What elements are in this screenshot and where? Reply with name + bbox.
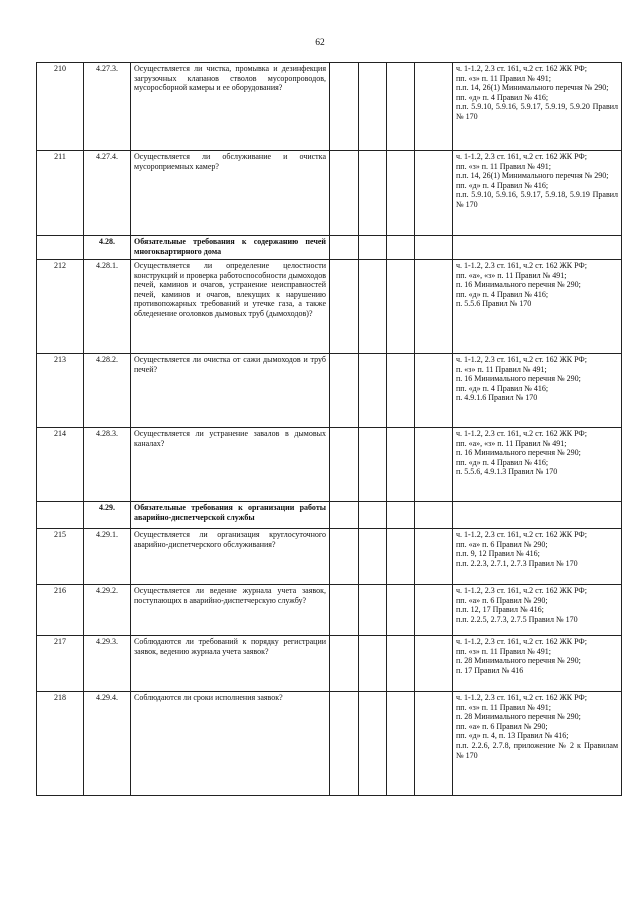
legal-references: [453, 692, 622, 796]
answer-no-cell: [359, 692, 387, 796]
answer-na-cell: [387, 636, 415, 692]
legal-reference-line: пп. «а» п. 6 Правил № 290;: [456, 595, 548, 605]
legal-reference-line: пп. «д» п. 4 Правил № 416;: [456, 92, 549, 102]
section-header-row: [37, 502, 622, 529]
answer-na-cell: [387, 151, 415, 236]
legal-references: [453, 151, 622, 236]
legal-reference-line: п. «з» п. 11 Правил № 491;: [456, 364, 547, 374]
section-number: 4.29.1.: [84, 529, 131, 585]
answer-yes-cell: [330, 236, 359, 260]
note-cell: [415, 636, 453, 692]
note-cell: [415, 151, 453, 236]
checklist-row: [37, 260, 622, 354]
note-cell: [415, 354, 453, 428]
answer-no-cell: [359, 151, 387, 236]
section-header-row: [37, 236, 622, 260]
row-number: 218: [37, 692, 84, 796]
legal-reference-line: п. 17 Правил № 416: [456, 665, 524, 675]
section-number: 4.28.2.: [84, 354, 131, 428]
checklist-row: [37, 529, 622, 585]
row-number: [37, 236, 84, 260]
note-cell: [415, 428, 453, 502]
answer-na-cell: [387, 428, 415, 502]
question-text: Соблюдаются ли сроки исполнения заявок?: [131, 692, 330, 796]
answer-na-cell: [387, 502, 415, 529]
legal-references: [453, 585, 622, 636]
legal-reference-line: п.п. 5.9.10, 5.9.16, 5.9.17, 5.9.19, 5.9.20 Правил № 170: [456, 102, 618, 121]
question-text: Соблюдаются ли требований к порядку регистрации заявок, ведению журнала учета заявок?: [131, 636, 330, 692]
legal-reference-line: ч. 1-1.2, 2.3 ст. 161, ч.2 ст. 162 ЖК РФ;: [456, 261, 587, 270]
checklist-row: [37, 63, 622, 151]
answer-no-cell: [359, 260, 387, 354]
section-number: 4.29.4.: [84, 692, 131, 796]
legal-reference-line: п.п. 12, 17 Правил № 416;: [456, 605, 544, 615]
checklist-row: [37, 585, 622, 636]
legal-reference-line: пп. «д» п. 4 Правил № 416;: [456, 383, 549, 393]
legal-references: [453, 63, 622, 151]
legal-reference-line: п.п. 2.2.3, 2.7.1, 2.7.3 Правил № 170: [456, 558, 578, 568]
page-number: 62: [315, 38, 325, 48]
legal-reference-line: пп. «а» п. 6 Правил № 290;: [456, 721, 548, 731]
answer-no-cell: [359, 636, 387, 692]
row-number: 213: [37, 354, 84, 428]
question-text: Осуществляется ли определение целостности конструкций и проверка работоспособности дымоходов печей, каминов и очагов, устранение неисправностей печей, каминов и очагов, влекущих к нарушению противопожарных требований и утечке газа, а также обледенение оголовков дымовых труб (дымоходов)?: [131, 260, 330, 354]
legal-reference-line: ч. 1-1.2, 2.3 ст. 161, ч.2 ст. 162 ЖК РФ;: [456, 637, 587, 646]
legal-reference-line: ч. 1-1.2, 2.3 ст. 161, ч.2 ст. 162 ЖК РФ;: [456, 429, 587, 438]
legal-reference-line: п. 4.9.1.6 Правил № 170: [456, 393, 538, 403]
legal-reference-line: пп. «а», «з» п. 11 Правил № 491;: [456, 270, 567, 280]
legal-reference-line: п. 16 Минимального перечня № 290;: [456, 374, 581, 384]
section-title: Обязательные требования к организации работы аварийно-диспетчерской службы: [131, 502, 330, 529]
legal-reference-line: п.п. 14, 26(1) Минимального перечня № 290;: [456, 83, 609, 93]
legal-reference-line: п. 16 Минимального перечня № 290;: [456, 280, 581, 290]
legal-reference-line: пп. «з» п. 11 Правил № 491;: [456, 161, 551, 171]
answer-na-cell: [387, 529, 415, 585]
legal-reference-line: п.п. 2.2.6, 2.7.8, приложение № 2 к Правилам № 170: [456, 740, 618, 760]
legal-reference-line: п.п. 5.9.10, 5.9.16, 5.9.17, 5.9.18, 5.9.19 Правил № 170: [456, 190, 618, 209]
checklist-row: [37, 354, 622, 428]
row-number: 211: [37, 151, 84, 236]
legal-reference-line: п.п. 9, 12 Правил № 416;: [456, 549, 540, 559]
legal-reference-line: ч. 1-1.2, 2.3 ст. 161, ч.2 ст. 162 ЖК РФ;: [456, 693, 587, 702]
question-text: Осуществляется ли обслуживание и очистка мусороприемных камер?: [131, 151, 330, 236]
section-number: 4.27.4.: [84, 151, 131, 236]
legal-references: [453, 236, 622, 260]
section-number: 4.28.1.: [84, 260, 131, 354]
answer-na-cell: [387, 585, 415, 636]
question-text: Осуществляется ли организация круглосуточного аварийно-диспетчерского обслуживания?: [131, 529, 330, 585]
question-text: Осуществляется ли очистка от сажи дымоходов и труб печей?: [131, 354, 330, 428]
legal-references: [453, 428, 622, 502]
legal-reference-line: пп. «а», «з» п. 11 Правил № 491;: [456, 438, 567, 448]
answer-no-cell: [359, 502, 387, 529]
question-text: Осуществляется ли ведение журнала учета заявок, поступающих в аварийно-диспетчерскую службу?: [131, 585, 330, 636]
legal-reference-line: ч. 1-1.2, 2.3 ст. 161, ч.2 ст. 162 ЖК РФ;: [456, 64, 587, 73]
section-number: 4.29.2.: [84, 585, 131, 636]
legal-reference-line: ч. 1-1.2, 2.3 ст. 161, ч.2 ст. 162 ЖК РФ;: [456, 586, 587, 595]
answer-no-cell: [359, 236, 387, 260]
answer-yes-cell: [330, 502, 359, 529]
legal-reference-line: ч. 1-1.2, 2.3 ст. 161, ч.2 ст. 162 ЖК РФ;: [456, 355, 587, 364]
row-number: 217: [37, 636, 84, 692]
checklist-row: [37, 636, 622, 692]
legal-references: [453, 260, 622, 354]
question-text: Осуществляется ли устранение завалов в дымовых каналах?: [131, 428, 330, 502]
answer-yes-cell: [330, 636, 359, 692]
answer-yes-cell: [330, 692, 359, 796]
legal-reference-line: п. 28 Минимального перечня № 290;: [456, 656, 581, 666]
answer-no-cell: [359, 529, 387, 585]
answer-yes-cell: [330, 354, 359, 428]
row-number: [37, 502, 84, 529]
section-number: 4.29.: [84, 502, 131, 529]
note-cell: [415, 585, 453, 636]
legal-reference-line: пп. «з» п. 11 Правил № 491;: [456, 646, 551, 656]
answer-na-cell: [387, 354, 415, 428]
legal-reference-line: ч. 1-1.2, 2.3 ст. 161, ч.2 ст. 162 ЖК РФ;: [456, 530, 587, 539]
note-cell: [415, 692, 453, 796]
legal-reference-line: п. 5.5.6, 4.9.1.3 Правил № 170: [456, 467, 558, 477]
checklist-row: [37, 428, 622, 502]
answer-yes-cell: [330, 63, 359, 151]
answer-no-cell: [359, 585, 387, 636]
legal-reference-line: пп. «д» п. 4 Правил № 416;: [456, 289, 549, 299]
legal-reference-line: п. 5.5.6 Правил № 170: [456, 299, 532, 309]
legal-reference-line: пп. «д» п. 4 Правил № 416;: [456, 180, 549, 190]
checklist-row: [37, 692, 622, 796]
legal-reference-line: пп. «д» п. 4, п. 13 Правил № 416;: [456, 731, 569, 741]
answer-yes-cell: [330, 428, 359, 502]
legal-reference-line: п.п. 14, 26(1) Минимального перечня № 290;: [456, 171, 609, 181]
legal-reference-line: пп. «д» п. 4 Правил № 416;: [456, 457, 549, 467]
answer-na-cell: [387, 692, 415, 796]
legal-reference-line: пп. «з» п. 11 Правил № 491;: [456, 702, 551, 712]
answer-yes-cell: [330, 585, 359, 636]
checklist-table: [36, 62, 622, 796]
answer-no-cell: [359, 63, 387, 151]
legal-reference-line: пп. «а» п. 6 Правил № 290;: [456, 539, 548, 549]
section-number: 4.27.3.: [84, 63, 131, 151]
row-number: 216: [37, 585, 84, 636]
note-cell: [415, 529, 453, 585]
row-number: 214: [37, 428, 84, 502]
legal-references: [453, 636, 622, 692]
legal-reference-line: п.п. 2.2.5, 2.7.3, 2.7.5 Правил № 170: [456, 614, 578, 624]
note-cell: [415, 502, 453, 529]
checklist-row: [37, 151, 622, 236]
row-number: 210: [37, 63, 84, 151]
legal-reference-line: п. 16 Минимального перечня № 290;: [456, 448, 581, 458]
row-number: 215: [37, 529, 84, 585]
section-number: 4.28.3.: [84, 428, 131, 502]
answer-na-cell: [387, 260, 415, 354]
answer-no-cell: [359, 354, 387, 428]
answer-yes-cell: [330, 151, 359, 236]
checklist-body: [37, 63, 622, 796]
answer-no-cell: [359, 428, 387, 502]
question-text: Осуществляется ли чистка, промывка и дезинфекция загрузочных клапанов стволов мусоропроводов, мусоросборной камеры и ее оборудования?: [131, 63, 330, 151]
note-cell: [415, 63, 453, 151]
legal-reference-line: пп. «з» п. 11 Правил № 491;: [456, 73, 551, 83]
legal-reference-line: п. 28 Минимального перечня № 290;: [456, 712, 581, 722]
section-title: Обязательные требования к содержанию печей многоквартирного дома: [131, 236, 330, 260]
answer-yes-cell: [330, 529, 359, 585]
legal-references: [453, 502, 622, 529]
answer-na-cell: [387, 236, 415, 260]
note-cell: [415, 236, 453, 260]
answer-na-cell: [387, 63, 415, 151]
legal-references: [453, 529, 622, 585]
legal-reference-line: ч. 1-1.2, 2.3 ст. 161, ч.2 ст. 162 ЖК РФ;: [456, 152, 587, 161]
note-cell: [415, 260, 453, 354]
section-number: 4.28.: [84, 236, 131, 260]
legal-references: [453, 354, 622, 428]
section-number: 4.29.3.: [84, 636, 131, 692]
row-number: 212: [37, 260, 84, 354]
answer-yes-cell: [330, 260, 359, 354]
